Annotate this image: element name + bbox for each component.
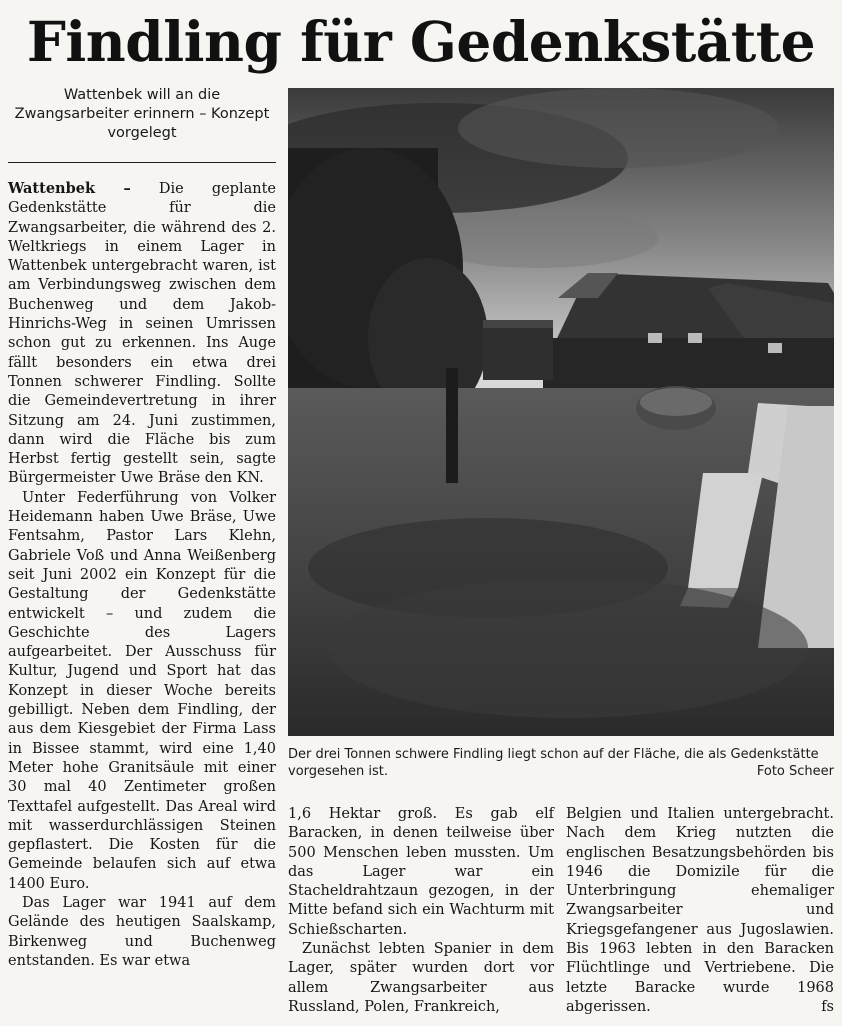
lead-paragraph: [8, 179, 276, 489]
body-paragraph: [566, 805, 834, 1017]
body-paragraph: Unter Federführung von Volker Heidemann haben Uwe Bräse, Uwe Fentsahm, Pastor Lars Klehn, Gabriele Voß und Anna Weißenberg seit Juni 2002 ein Konzept für die Gestaltung der Gedenkstätte entwickelt – und zudem die Geschichte des Lagers aufgearbeitet. Der Ausschuss für Kultur, Jugend und Sport hat das Konzept in dieser Woche bereits gebilligt. Neben dem Findling, der aus dem Kiesgebiet der Firma Lass in Bissee stammt, wird eine 1,40 Meter hohe Granitsäule mit einer 30 mal 40 Zentimeter großen Texttafel aufgestellt. Das Areal wird mit wasserdurchlässigen Steinen gepflastert. Die Kosten für die Gemeinde belaufen sich auf etwa 1400 Euro.: [8, 489, 276, 892]
lead-text: Die geplante Gedenkstätte für die Zwangsarbeiter, die während des 2. Weltkriegs in einem Lager in Wattenbek untergebracht waren, ist am Verbindungsweg zwischen dem Buchenweg und dem Jakob-Hinrichs-Weg in seinen Umrissen schon gut zu erkennen. Ins Auge fällt besonders ein etwa drei Tonnen schwerer Findling. Sollte die Gemeindevertretung in ihrer Sitzung am 24. Juni zustimmen, dann wird die Fläche bis zum Herbst fertig gestellt sein, sagte Bürgermeister Uwe Bräse den KN.: [8, 181, 276, 487]
body-paragraph: Das Lager war 1941 auf dem Gelände des heutigen Saalskamp, Birkenweg und Buchenweg entstanden. Es war etwa: [8, 894, 276, 969]
article-column-left: [8, 179, 276, 971]
dateline: Wattenbek –: [8, 180, 131, 197]
article-column-middle: [288, 805, 554, 1017]
body-paragraph: 1,6 Hektar groß. Es gab elf Baracken, in denen teilweise über 500 Menschen leben mussten. Um das Lager war ein Stacheldrahtzaun gezogen, in der Mitte befand sich ein Wachturm mit Schießscharten.: [288, 806, 554, 938]
subheadline: Wattenbek will an die Zwangsarbeiter erinnern – Konzept vorgelegt: [14, 87, 270, 141]
memorial-site-photo: [288, 88, 834, 736]
headline: Findling für Gedenkstätte: [26, 9, 816, 74]
photo-caption: [288, 746, 834, 780]
body-paragraph: Zunächst lebten Spanier in dem Lager, später wurden dort vor allem Zwangsarbeiter aus Russland, Polen, Frankreich,: [288, 941, 554, 1015]
body-text: Belgien und Italien untergebracht. Nach dem Krieg nutzten die englischen Besatzungsbehörden bis 1946 die Domizile für die Unterbringung ehemaliger Zwangsarbeiter und Kriegsgefangener aus Jugoslawien. Bis 1963 lebten in den Baracken Flüchtlinge und Vertriebene. Die letzte Baracke wurde 1968 abgerissen.: [566, 806, 834, 1015]
subheadline-divider: [8, 162, 276, 163]
author-initials: fs: [821, 998, 834, 1015]
caption-text: Der drei Tonnen schwere Findling liegt schon auf der Fläche, die als Gedenkstätte vorgesehen ist.: [288, 747, 819, 779]
article-photo: [288, 88, 834, 736]
photo-credit: Foto Scheer: [756, 764, 834, 779]
article-column-right: [566, 805, 834, 1017]
